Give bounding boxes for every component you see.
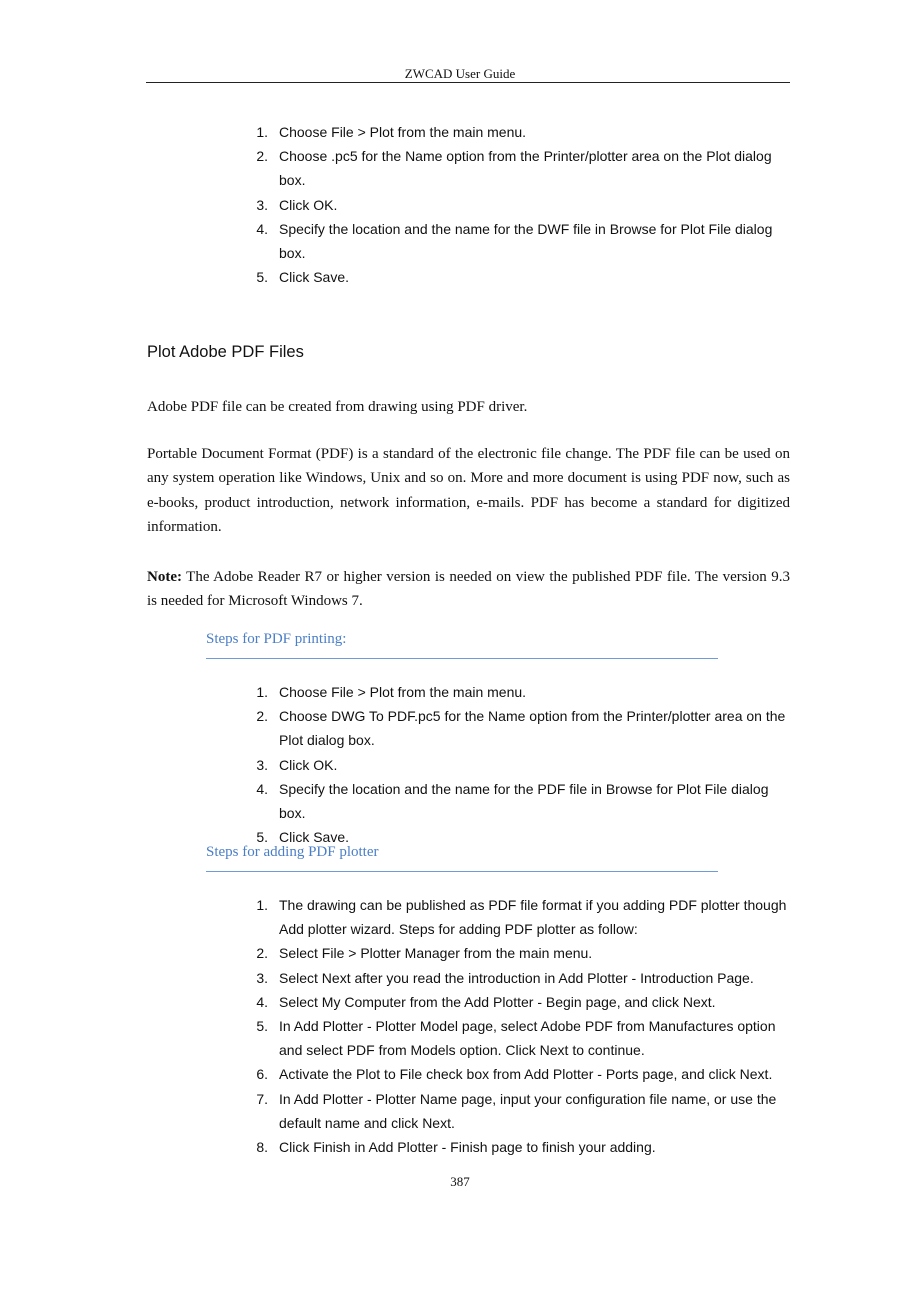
list-item [246,753,790,777]
list-item [246,120,790,144]
note-paragraph [147,565,790,614]
list-item-number: 4. [256,993,268,1010]
pdf-printing-divider [206,658,718,659]
list-item [246,1087,790,1135]
list-item-text: Choose DWG To PDF.pc5 for the Name option from the Printer/plotter area on the Plot dialog box. [279,708,786,749]
list-item [246,265,790,289]
list-item-text: Click Save. [279,269,350,286]
list-item [246,941,790,965]
list-item-text: The drawing can be published as PDF file format if you adding PDF plotter though Add plotter wizard. Steps for adding PDF plotter as follow: [279,897,787,938]
list-item-number: 2. [256,148,268,165]
list-item [246,990,790,1014]
pdf-plotter-divider [206,871,718,872]
list-item-text: Specify the location and the name for the DWF file in Browse for Plot File dialog box. [279,220,773,262]
list-item-number: 7. [256,1090,268,1107]
header-title: ZWCAD User Guide [404,66,516,81]
description-paragraph: Portable Document Format (PDF) is a standard of the electronic file change. The PDF file can be used on any system operation like Windows, Unix and so on. More and more document is using PDF now, such as e-books, product introduction, network information, e-mails. PDF has become a standard for digitized information. [147,446,790,535]
list-item-text: Click OK. [279,196,338,213]
section-heading: Plot Adobe PDF Files [147,343,304,361]
list-item-text: Choose File > Plot from the main menu. [279,124,527,140]
list-item [246,966,790,990]
dwf-steps-list [246,120,790,289]
pdf-printing-heading: Steps for PDF printing: [206,631,347,647]
list-item-text: Choose .pc5 for the Name option from the Printer/plotter area on the Plot dialog box. [279,148,772,189]
list-item-number: 3. [256,756,268,773]
list-item-text: Select My Computer from the Add Plotter - Begin page, and click Next. [279,993,716,1010]
list-item [246,777,790,825]
list-item-number: 5. [256,829,268,846]
list-item-text: Specify the location and the name for the PDF file in Browse for Plot File dialog box. [279,780,769,822]
list-item-number: 6. [256,1066,268,1083]
list-item-number: 5. [256,1018,268,1035]
intro-paragraph: Adobe PDF file can be created from drawing using PDF driver. [147,399,528,415]
pdf-plotter-steps-list [246,893,790,1159]
list-item [246,193,790,217]
list-item-text: In Add Plotter - Plotter Model page, select Adobe PDF from Manufactures option and select PDF from Models option. Click Next to continue. [279,1018,776,1059]
pdf-plotter-heading: Steps for adding PDF plotter [206,844,379,860]
page-number: 387 [450,1174,470,1189]
note-label: Note: [147,569,182,585]
list-item-text: Select Next after you read the introduction in Add Plotter - Introduction Page. [279,969,754,986]
list-item [246,1135,790,1159]
list-item-number: 4. [256,780,268,797]
list-item-text: Click Save. [279,829,350,846]
list-item [246,680,790,704]
list-item-number: 2. [256,945,268,962]
note-text: The Adobe Reader R7 or higher version is needed on view the published PDF file. The version 9.3 is needed for Microsoft Windows 7. [147,569,790,610]
list-item [246,893,790,941]
list-item-number: 1. [256,684,268,700]
list-item-number: 3. [256,969,268,986]
list-item [246,1014,790,1062]
list-item-number: 2. [256,708,268,725]
list-item-text: Choose File > Plot from the main menu. [279,684,527,700]
list-item-number: 4. [256,220,268,237]
list-item [246,704,790,752]
pdf-printing-steps-list [246,680,790,849]
list-item-text: In Add Plotter - Plotter Name page, input your configuration file name, or use the default name and click Next. [279,1090,777,1131]
list-item-number: 5. [256,269,268,286]
list-item [246,1062,790,1086]
list-item [246,217,790,265]
list-item-text: Select File > Plotter Manager from the main menu. [279,945,593,962]
list-item-number: 8. [256,1139,268,1156]
list-item-text: Click Finish in Add Plotter - Finish page to finish your adding. [279,1139,656,1156]
list-item [246,144,790,192]
list-item-number: 3. [256,196,268,213]
list-item-text: Activate the Plot to File check box from Add Plotter - Ports page, and click Next. [279,1066,773,1083]
header-divider [146,82,790,83]
list-item-text: Click OK. [279,756,338,773]
list-item-number: 1. [256,897,268,913]
list-item-number: 1. [256,124,268,140]
